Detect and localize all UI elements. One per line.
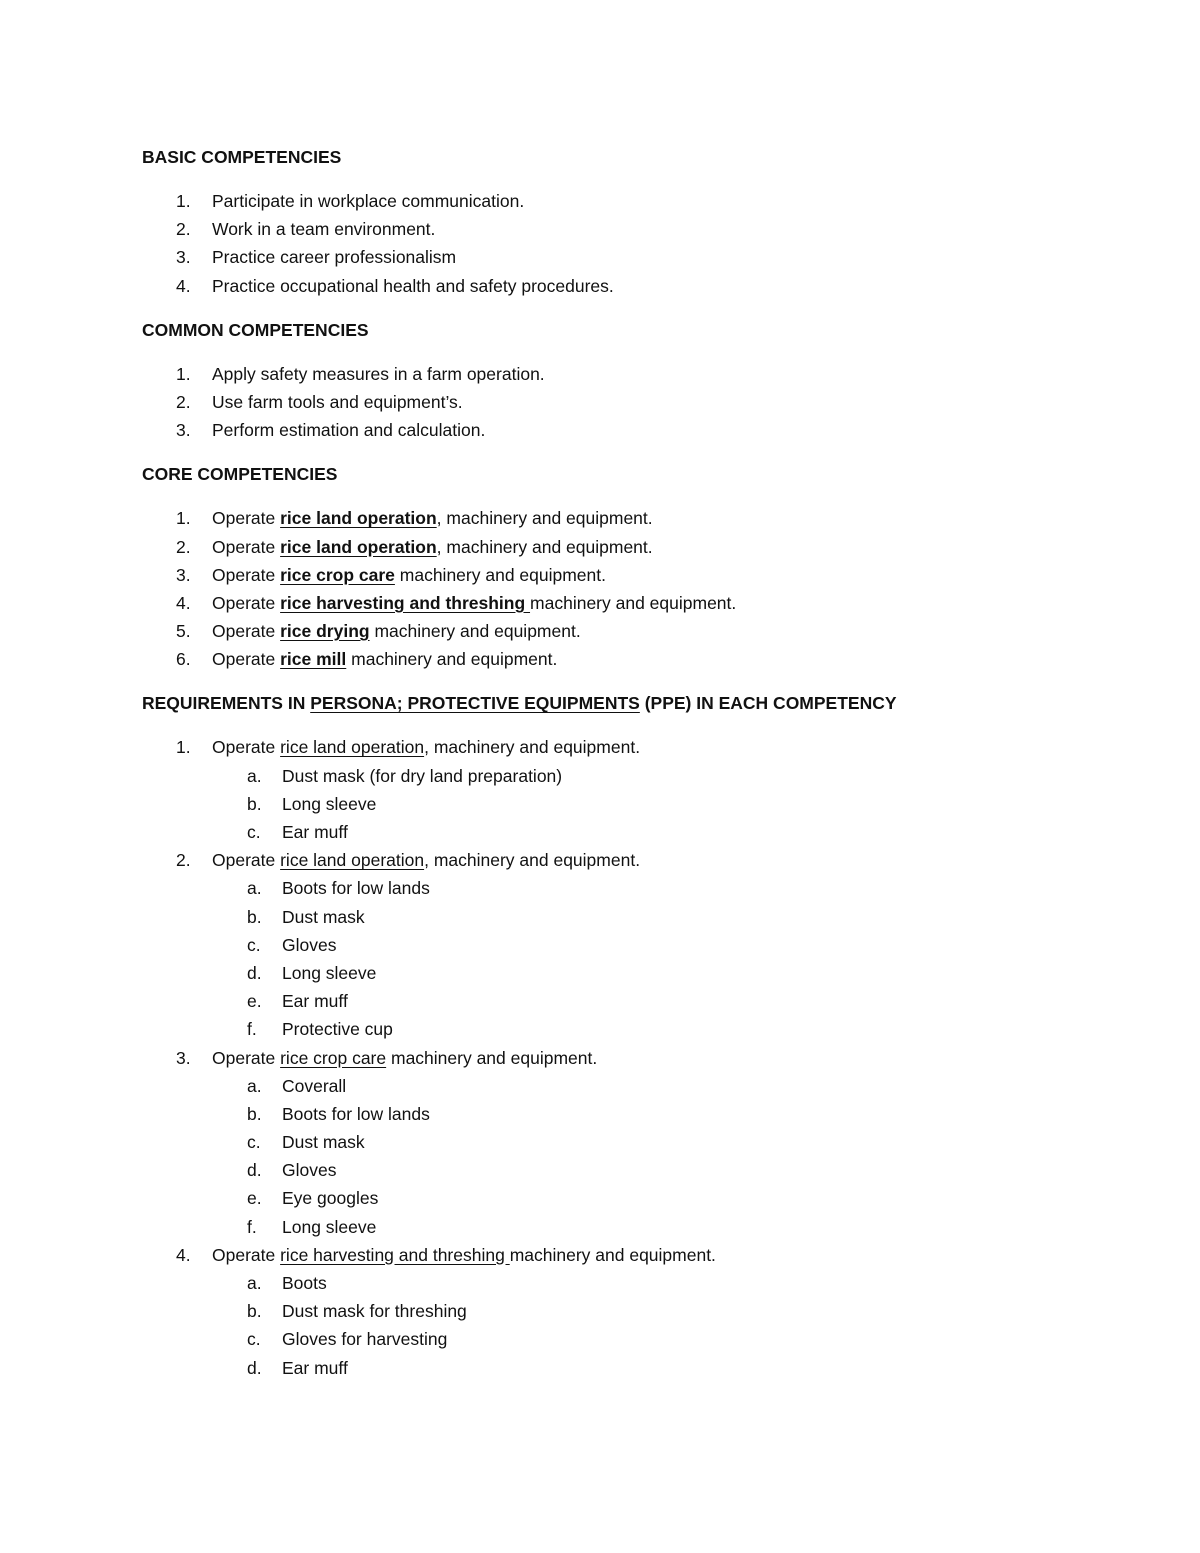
list-item (142, 733, 1082, 761)
spacer (142, 717, 1082, 733)
sub-item-letter: e. (247, 1188, 262, 1209)
ppe-requirements-list (142, 733, 1082, 1381)
sub-list-item (142, 1128, 1082, 1156)
item-text: Participate in workplace communication. (212, 191, 525, 211)
item-text (212, 846, 640, 874)
ppe-sub-list (142, 874, 1082, 1043)
item-number: 6. (176, 649, 191, 670)
item-term: rice mill (280, 649, 347, 670)
basic-competencies-list (142, 187, 1082, 300)
item-term: rice harvesting and threshing (280, 1244, 510, 1265)
list-item (142, 617, 1082, 645)
item-text (212, 589, 736, 617)
sub-list-container (142, 1269, 1082, 1382)
list-item (142, 645, 1082, 673)
list-item (142, 243, 1082, 271)
item-term: rice drying (280, 621, 370, 642)
core-competencies-list (142, 504, 1082, 673)
item-term: rice crop care (280, 1047, 387, 1068)
item-suffix: , machinery and equipment. (424, 737, 641, 758)
item-prefix: Operate (212, 1244, 281, 1265)
sub-item-letter: a. (247, 1273, 262, 1293)
item-prefix: Operate (212, 737, 281, 758)
list-item (142, 1044, 1082, 1072)
item-number: 2. (176, 850, 191, 871)
item-number: 3. (176, 420, 191, 441)
spacer (142, 488, 1082, 504)
sub-item-text: Eye googles (282, 1188, 379, 1209)
item-text: Work in a team environment. (212, 219, 436, 240)
spacer (142, 171, 1082, 187)
sub-list-item (142, 1015, 1082, 1043)
spacer (142, 673, 1082, 689)
item-number: 1. (176, 363, 191, 384)
sub-item-letter: c. (247, 1329, 261, 1350)
item-text (212, 533, 653, 561)
list-item (142, 416, 1082, 444)
item-text (212, 1241, 716, 1269)
ppe-requirements-heading (142, 689, 1082, 717)
heading-part: (PPE) IN EACH COMPETENCY (639, 693, 897, 714)
sub-item-letter: a. (247, 1075, 262, 1096)
item-text: Practice occupational health and safety procedures. (212, 275, 614, 296)
item-number: 1. (176, 737, 191, 758)
sub-list-item (142, 987, 1082, 1015)
ppe-sub-list (142, 1269, 1082, 1382)
sub-item-letter: a. (247, 878, 262, 899)
list-item (142, 846, 1082, 874)
sub-item-letter: b. (247, 793, 262, 814)
item-number: 4. (176, 275, 191, 296)
sub-item-text: Ear muff (282, 1357, 348, 1378)
item-term: rice land operation (280, 508, 437, 529)
item-number: 3. (176, 564, 191, 585)
sub-item-text: Ear muff (282, 822, 348, 842)
list-item (142, 215, 1082, 243)
item-term: rice land operation (280, 737, 425, 758)
sub-list-item (142, 1297, 1082, 1325)
item-suffix: machinery and equipment. (346, 649, 558, 670)
sub-item-letter: d. (247, 1357, 262, 1378)
item-text (212, 561, 606, 589)
sub-item-text: Dust mask (for dry land preparation) (282, 765, 563, 786)
common-competencies-list (142, 360, 1082, 445)
item-prefix: Operate (212, 508, 281, 529)
ppe-sub-list (142, 1072, 1082, 1241)
sub-item-letter: d. (247, 1160, 262, 1181)
sub-item-text: Long sleeve (282, 793, 377, 814)
sub-list-item (142, 1325, 1082, 1353)
sub-item-text: Dust mask for threshing (282, 1301, 467, 1322)
common-competencies-heading: COMMON COMPETENCIES (142, 319, 369, 340)
item-prefix: Operate (212, 850, 281, 871)
item-text: Practice career professionalism (212, 247, 457, 268)
item-suffix: machinery and equipment. (394, 564, 606, 585)
item-number: 2. (176, 391, 191, 412)
item-prefix: Operate (212, 1047, 281, 1068)
list-item (142, 388, 1082, 416)
item-number: 5. (176, 621, 191, 642)
sub-item-letter: d. (247, 962, 262, 983)
sub-item-text: Gloves (282, 1160, 337, 1181)
item-suffix: , machinery and equipment. (436, 508, 653, 529)
sub-item-text: Long sleeve (282, 1216, 377, 1237)
sub-item-text: Dust mask (282, 1132, 365, 1153)
item-number: 1. (176, 191, 191, 211)
item-term: rice harvesting and threshing (280, 592, 531, 613)
sub-item-text: Gloves for harvesting (282, 1329, 448, 1350)
sub-item-letter: c. (247, 934, 261, 955)
sub-list-item (142, 1213, 1082, 1241)
sub-item-text: Dust mask (282, 906, 365, 927)
sub-list-item (142, 1156, 1082, 1184)
sub-item-letter: e. (247, 991, 262, 1012)
item-suffix: machinery and equipment. (530, 592, 737, 613)
item-number: 4. (176, 592, 191, 613)
list-item (142, 561, 1082, 589)
item-term: rice land operation (280, 536, 437, 557)
item-prefix: Operate (212, 649, 281, 670)
item-text (212, 617, 581, 645)
sub-list-item (142, 1072, 1082, 1100)
item-suffix: , machinery and equipment. (424, 850, 641, 871)
sub-list-container (142, 762, 1082, 847)
sub-list-item (142, 1100, 1082, 1128)
list-item (142, 533, 1082, 561)
sub-list-item (142, 790, 1082, 818)
spacer (142, 344, 1082, 360)
sub-list-item (142, 903, 1082, 931)
core-competencies-heading: CORE COMPETENCIES (142, 464, 338, 485)
sub-item-letter: b. (247, 1103, 262, 1124)
sub-item-text: Long sleeve (282, 962, 377, 983)
sub-item-letter: c. (247, 1132, 261, 1153)
spacer (142, 444, 1082, 460)
sub-item-text: Ear muff (282, 991, 348, 1012)
item-number: 3. (176, 247, 191, 268)
list-item (142, 360, 1082, 388)
item-prefix: Operate (212, 592, 281, 613)
item-text (212, 733, 640, 761)
item-number: 3. (176, 1047, 191, 1068)
item-text: Apply safety measures in a farm operation. (212, 363, 545, 384)
sub-item-text: Protective cup (282, 1019, 393, 1040)
sub-item-text: Boots for low lands (282, 878, 430, 899)
item-suffix: , machinery and equipment. (436, 536, 653, 557)
item-suffix: machinery and equipment. (509, 1244, 716, 1265)
item-prefix: Operate (212, 621, 281, 642)
heading-underlined-part: PERSONA; PROTECTIVE EQUIPMENTS (310, 693, 640, 714)
item-suffix: machinery and equipment. (369, 621, 581, 642)
document-content (142, 143, 1082, 1382)
ppe-sub-list (142, 762, 1082, 847)
item-number: 1. (176, 508, 191, 529)
sub-list-item (142, 1269, 1082, 1297)
item-prefix: Operate (212, 564, 281, 585)
sub-list-item (142, 818, 1082, 846)
item-suffix: machinery and equipment. (386, 1047, 598, 1068)
item-text: Use farm tools and equipment’s. (212, 391, 463, 412)
item-text (212, 1044, 597, 1072)
spacer (142, 300, 1082, 316)
sub-list-item (142, 959, 1082, 987)
sub-item-letter: a. (247, 765, 262, 786)
sub-list-item (142, 1354, 1082, 1382)
sub-list-item (142, 874, 1082, 902)
sub-item-text: Coverall (282, 1075, 347, 1096)
item-text (212, 645, 557, 673)
sub-item-text: Boots (282, 1273, 327, 1293)
sub-item-text: Boots for low lands (282, 1103, 430, 1124)
list-item (142, 589, 1082, 617)
sub-item-text: Gloves (282, 934, 337, 955)
sub-item-letter: b. (247, 1301, 262, 1322)
list-item (142, 272, 1082, 300)
sub-item-letter: b. (247, 906, 262, 927)
sub-list-item (142, 1184, 1082, 1212)
sub-item-letter: c. (247, 822, 261, 842)
sub-list-container (142, 874, 1082, 1043)
list-item (142, 1241, 1082, 1269)
item-number: 2. (176, 219, 191, 240)
item-text: Perform estimation and calculation. (212, 420, 486, 441)
sub-item-letter: f. (247, 1019, 257, 1040)
item-prefix: Operate (212, 536, 281, 557)
list-item (142, 504, 1082, 532)
item-text (212, 504, 653, 532)
item-number: 2. (176, 536, 191, 557)
sub-list-container (142, 1072, 1082, 1241)
basic-competencies-heading: BASIC COMPETENCIES (142, 147, 342, 167)
heading-part: REQUIREMENTS IN (142, 693, 311, 714)
sub-list-item (142, 762, 1082, 790)
item-term: rice crop care (280, 564, 395, 585)
sub-item-letter: f. (247, 1216, 257, 1237)
item-number: 4. (176, 1244, 191, 1265)
list-item (142, 187, 1082, 215)
item-term: rice land operation (280, 850, 425, 871)
sub-list-item (142, 931, 1082, 959)
